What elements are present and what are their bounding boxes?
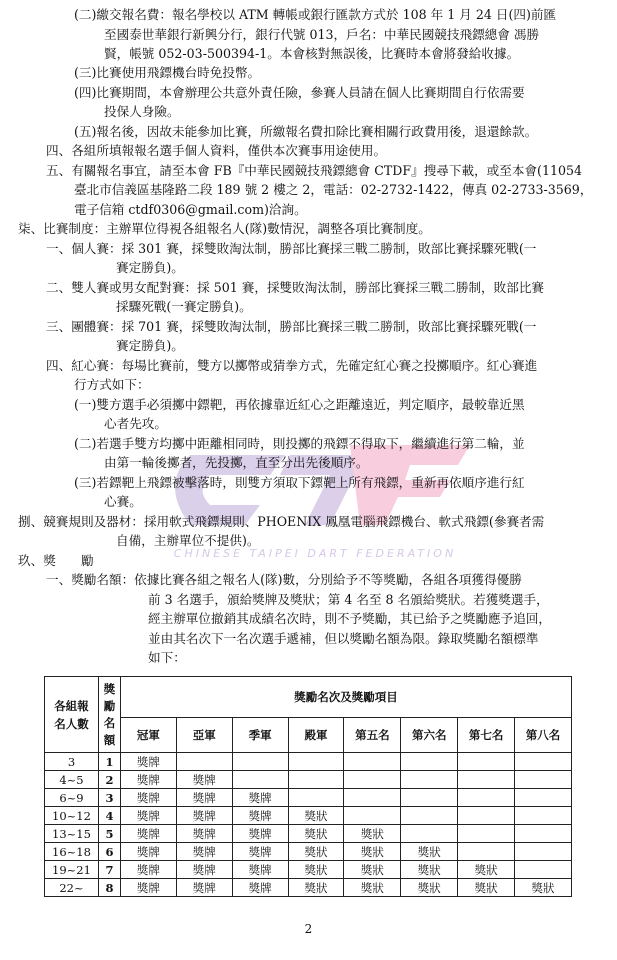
text-line: 前 3 名選手，頒給獎牌及獎狀；第 4 名至 8 名頒給獎狀。若獲獎選手， xyxy=(148,592,549,607)
table-row xyxy=(45,753,572,771)
text-line: 賽定勝負)。 xyxy=(116,338,184,353)
quota-cell: 8 xyxy=(98,879,120,897)
award-cell: 獎牌 xyxy=(176,771,232,789)
award-cell: 獎牌 xyxy=(120,753,176,771)
text-line: 心者先攻。 xyxy=(104,416,167,431)
header-place: 第七名 xyxy=(458,718,515,753)
header-group-size: 各組報名人數 xyxy=(45,677,99,753)
award-cell: 獎牌 xyxy=(232,825,288,843)
award-cell: 獎牌 xyxy=(176,861,232,879)
quota-cell: 7 xyxy=(98,861,120,879)
award-cell xyxy=(515,807,572,825)
text-line: 四、紅心賽：每場比賽前，雙方以擲幣或猜拳方式，先確定紅心賽之投擲順序。紅心賽進 xyxy=(46,358,538,373)
award-cell xyxy=(458,771,515,789)
award-cell xyxy=(515,861,572,879)
award-cell: 獎牌 xyxy=(232,807,288,825)
award-cell: 獎狀 xyxy=(401,879,458,897)
award-cell: 獎狀 xyxy=(401,843,458,861)
award-cell: 獎牌 xyxy=(232,879,288,897)
award-cell: 獎狀 xyxy=(458,861,515,879)
award-cell xyxy=(458,825,515,843)
quota-cell: 4 xyxy=(98,807,120,825)
quota-cell: 3 xyxy=(98,789,120,807)
header-place: 冠軍 xyxy=(120,718,176,753)
text-line: (一)雙方選手必須擲中鏢靶，再依據靠近紅心之距離遠近，判定順序，最較靠近黑 xyxy=(74,397,525,412)
award-cell xyxy=(515,789,572,807)
text-line: (三)若鏢靶上飛鏢被擊落時，則雙方須取下鏢靶上所有飛鏢，重新再依順序進行紅 xyxy=(74,475,525,490)
header-place: 第六名 xyxy=(401,718,458,753)
award-cell xyxy=(288,753,344,771)
award-cell xyxy=(515,771,572,789)
text-line: 電子信箱 ctdf0306@gmail.com)洽詢。 xyxy=(74,202,307,217)
award-rows xyxy=(45,753,572,897)
text-line: 行方式如下： xyxy=(74,377,150,392)
award-cell: 獎狀 xyxy=(288,861,344,879)
award-cell: 獎狀 xyxy=(288,807,344,825)
text-line: 二、雙人賽或男女配對賽：採 501 賽，採雙敗淘汰制，勝部比賽採三戰二勝制，敗部比賽 xyxy=(46,280,545,295)
award-cell: 獎牌 xyxy=(120,807,176,825)
page-number: 2 xyxy=(304,922,313,936)
award-cell xyxy=(458,753,515,771)
award-cell xyxy=(401,807,458,825)
quota-cell: 6 xyxy=(98,843,120,861)
section-heading: 柒、比賽制度：主辦單位得視各組報名人(隊)數情況，調整各項比賽制度。 xyxy=(18,221,431,236)
quota-cell: 5 xyxy=(98,825,120,843)
award-cell: 獎狀 xyxy=(515,879,572,897)
group-size-cell: 4~5 xyxy=(45,771,99,789)
table-row xyxy=(45,843,572,861)
text-line: (三)比賽使用飛鏢機台時免投幣。 xyxy=(74,65,261,80)
award-cell xyxy=(344,771,401,789)
table-row xyxy=(45,879,572,897)
award-cell xyxy=(401,771,458,789)
text-line: 三、團體賽：採 701 賽，採雙敗淘汰制，勝部比賽採三戰二勝制，敗部比賽採驟死戰(一 xyxy=(46,319,537,334)
group-size-cell: 10~12 xyxy=(45,807,99,825)
award-cell xyxy=(515,843,572,861)
text-line: 如下： xyxy=(148,650,186,665)
award-cell: 獎牌 xyxy=(176,843,232,861)
group-size-cell: 13~15 xyxy=(45,825,99,843)
text-line: (二)若選手雙方均擲中距離相同時，則投擲的飛鏢不得取下，繼續進行第二輪，並 xyxy=(74,436,525,451)
text-line: 四、各組所填報報名選手個人資料，僅供本次賽事用途使用。 xyxy=(46,143,387,158)
award-cell: 獎牌 xyxy=(120,771,176,789)
header-place: 季軍 xyxy=(232,718,288,753)
text-line: 臺北市信義區基隆路二段 189 號 2 樓之 2，電話：02-2732-1422，傳真 02-2733-3569， xyxy=(74,182,593,197)
award-cell: 獎牌 xyxy=(176,825,232,843)
award-cell: 獎牌 xyxy=(232,861,288,879)
awards-table xyxy=(44,676,572,897)
group-size-cell: 22~ xyxy=(45,879,99,897)
award-cell xyxy=(176,753,232,771)
text-line: 經主辦單位撤銷其成績名次時，則不予獎勵，其已給予之獎勵應予追回， xyxy=(148,611,551,626)
award-cell: 獎狀 xyxy=(344,861,401,879)
award-cell xyxy=(401,753,458,771)
award-cell: 獎牌 xyxy=(232,789,288,807)
award-cell: 獎狀 xyxy=(288,825,344,843)
header-place: 殿軍 xyxy=(288,718,344,753)
award-cell: 獎狀 xyxy=(458,879,515,897)
text-line: 一、個人賽：採 301 賽，採雙敗淘汰制，勝部比賽採三戰二勝制，敗部比賽採驟死戰(一 xyxy=(46,241,537,256)
award-cell: 獎牌 xyxy=(120,789,176,807)
award-cell: 獎狀 xyxy=(344,825,401,843)
text-line: (五)報名後，因故未能參加比賽，所繳報名費扣除比賽相關行政費用後，退還餘款。 xyxy=(74,124,538,139)
award-cell: 獎牌 xyxy=(176,807,232,825)
award-cell: 獎狀 xyxy=(288,843,344,861)
header-quota: 獎勵名額 xyxy=(98,677,120,753)
award-cell: 獎牌 xyxy=(120,825,176,843)
table-header-row xyxy=(45,677,572,718)
award-cell: 獎狀 xyxy=(344,879,401,897)
award-cell xyxy=(515,753,572,771)
group-size-cell: 16~18 xyxy=(45,843,99,861)
award-cell: 獎狀 xyxy=(344,843,401,861)
award-cell xyxy=(344,807,401,825)
table-place-row xyxy=(45,718,572,753)
award-cell: 獎牌 xyxy=(176,879,232,897)
quota-cell: 1 xyxy=(98,753,120,771)
text-line: 投保人身險。 xyxy=(104,104,180,119)
header-place: 亞軍 xyxy=(176,718,232,753)
header-award-items: 獎勵名次及獎勵項目 xyxy=(120,677,571,718)
award-cell xyxy=(232,771,288,789)
award-cell xyxy=(288,789,344,807)
text-line: 一、獎勵名額：依據比賽各組之報名人(隊)數，分別給予不等獎勵，各組各項獲得優勝 xyxy=(46,572,522,587)
quota-cell: 2 xyxy=(98,771,120,789)
table-row xyxy=(45,789,572,807)
award-cell xyxy=(401,825,458,843)
header-place: 第五名 xyxy=(344,718,401,753)
award-cell xyxy=(401,789,458,807)
award-cell xyxy=(288,771,344,789)
award-cell xyxy=(458,789,515,807)
award-cell xyxy=(458,843,515,861)
award-cell: 獎牌 xyxy=(120,861,176,879)
award-cell xyxy=(515,825,572,843)
award-cell: 獎牌 xyxy=(120,843,176,861)
text-line: 並由其名次下一名次選手遞補，但以獎勵名額為限。錄取獎勵名額標準 xyxy=(148,631,539,646)
section-heading: 玖、獎 勵 xyxy=(18,553,94,568)
text-line: 自備，主辦單位不提供)。 xyxy=(116,533,260,548)
award-cell: 獎牌 xyxy=(120,879,176,897)
text-line: 心賽。 xyxy=(104,494,142,509)
table-row xyxy=(45,807,572,825)
group-size-cell: 19~21 xyxy=(45,861,99,879)
group-size-cell: 3 xyxy=(45,753,99,771)
section-heading: 捌、競賽規則及器材：採用軟式飛鏢規則、PHOENIX 鳳凰電腦飛鏢機台、軟式飛鏢(參賽者需 xyxy=(18,514,545,529)
award-cell xyxy=(344,789,401,807)
text-line: 賢，帳號 052-03-500394-1。本會核對無誤後，比賽時本會將發給收據。 xyxy=(104,46,520,61)
text-line: 五、有關報名事宜，請至本會 FB『中華民國競技飛鏢總會 CTDF』搜尋下載，或至本會(11054 xyxy=(46,163,583,178)
award-cell: 獎牌 xyxy=(232,843,288,861)
text-line: 由第一輪後擲者，先投擲，直至分出先後順序。 xyxy=(104,455,369,470)
table-row xyxy=(45,825,572,843)
award-cell: 獎牌 xyxy=(176,789,232,807)
table-row xyxy=(45,771,572,789)
text-line: (四)比賽期間，本會辦理公共意外責任險，參賽人員請在個人比賽期間自行依需要 xyxy=(74,85,525,100)
watermark-text: CHINESE TAIPEI DART FEDERATION xyxy=(173,547,457,560)
text-line: 賽定勝負)。 xyxy=(116,260,184,275)
award-cell: 獎狀 xyxy=(401,861,458,879)
table-row xyxy=(45,861,572,879)
award-cell xyxy=(458,807,515,825)
award-cell: 獎狀 xyxy=(288,879,344,897)
award-cell xyxy=(344,753,401,771)
group-size-cell: 6~9 xyxy=(45,789,99,807)
text-line: 至國泰世華銀行新興分行，銀行代號 013，戶名：中華民國競技飛鏢總會 馮勝 xyxy=(104,27,540,42)
header-place: 第八名 xyxy=(515,718,572,753)
text-line: 採驟死戰(一賽定勝負)。 xyxy=(116,299,252,314)
text-line: (二)繳交報名費：報名學校以 ATM 轉帳或銀行匯款方式於 108 年 1 月 24 日(四)前匯 xyxy=(74,7,557,22)
award-cell xyxy=(232,753,288,771)
